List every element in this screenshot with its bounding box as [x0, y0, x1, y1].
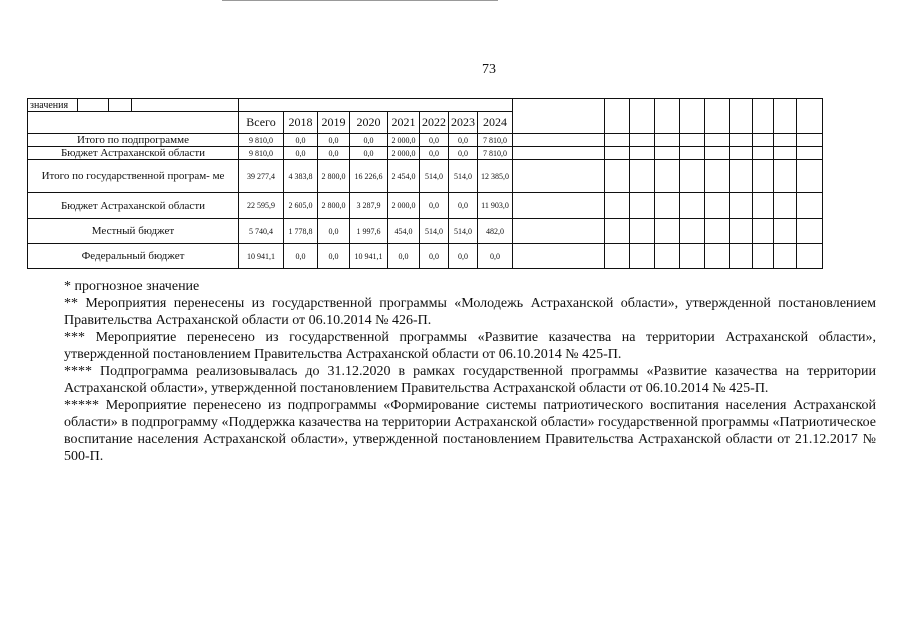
- header-2018: 2018: [284, 112, 318, 134]
- header-2019: 2019: [318, 112, 350, 134]
- empty-cell: [513, 134, 605, 147]
- row-value: 0,0: [318, 134, 350, 147]
- row-value: 2 800,0: [318, 160, 350, 193]
- empty-cell: [513, 147, 605, 160]
- table-row: [28, 244, 823, 269]
- row-label: Бюджет Астраханской области: [28, 193, 239, 219]
- empty-cell: [753, 193, 774, 219]
- footnote-2: ** Мероприятия перенесены из государственной программы «Молодежь Астраханской области», утвержденной постановлением Правительства Астраханской области от 06.10.2014 № 426-П.: [64, 296, 876, 328]
- empty-cell: [774, 160, 797, 193]
- table-row-top: [28, 99, 823, 112]
- empty-cell: [605, 193, 630, 219]
- top-rule: [222, 0, 498, 2]
- row-value: 2 800,0: [318, 193, 350, 219]
- table-row: [28, 219, 823, 244]
- empty-cell: [513, 219, 605, 244]
- row-label: Итого по государственной програм- ме: [28, 160, 239, 193]
- empty-cell: [655, 147, 680, 160]
- row-value: 0,0: [420, 193, 449, 219]
- row-value: 0,0: [350, 134, 388, 147]
- page-number: 73: [482, 62, 496, 77]
- empty-cell: [605, 219, 630, 244]
- row-value: 7 810,0: [478, 147, 513, 160]
- row-value: 0,0: [449, 147, 478, 160]
- empty-cell: [630, 219, 655, 244]
- row-label: Итого по подпрограмме: [28, 134, 239, 147]
- row-value: 0,0: [318, 244, 350, 269]
- empty-cell: [753, 219, 774, 244]
- empty-cell: [655, 134, 680, 147]
- table-row: [28, 160, 823, 193]
- footnote-5: ***** Мероприятие перенесено из подпрограммы «Формирование системы патриотического воспитания населения Астраханской области» в подпрограмму «Поддержка казачества на территории Астраханской области» государственной программы «Патриотическое воспитание населения Астраханской области», утвержденной постановлением Правительства Астраханской области от 21.12.2017 № 500-П.: [64, 398, 876, 464]
- empty-cell: [774, 193, 797, 219]
- empty-cell: [797, 160, 823, 193]
- header-2022: 2022: [420, 112, 449, 134]
- row-value: 22 595,9: [239, 193, 284, 219]
- row-value: 0,0: [420, 244, 449, 269]
- empty-cell: [730, 219, 753, 244]
- row-value: 514,0: [420, 219, 449, 244]
- footnote-3: *** Мероприятие перенесено из государственной программы «Развитие казачества на территории Астраханской области», утвержденной постановлением Правительства Астраханской области от 06.10.2014 № 425-П.: [64, 330, 876, 362]
- header-2024: 2024: [478, 112, 513, 134]
- empty-cell: [730, 147, 753, 160]
- row-value: 2 454,0: [388, 160, 420, 193]
- empty-cell: [605, 160, 630, 193]
- row-value: 0,0: [284, 147, 318, 160]
- empty-cell: [680, 134, 705, 147]
- empty-cell: [797, 219, 823, 244]
- row-value: 0,0: [449, 134, 478, 147]
- row-value: 11 903,0: [478, 193, 513, 219]
- empty-cell: [797, 134, 823, 147]
- row-value: 0,0: [420, 147, 449, 160]
- row-value: 7 810,0: [478, 134, 513, 147]
- row-value: 0,0: [388, 244, 420, 269]
- empty-cell: [730, 134, 753, 147]
- row-value: 0,0: [318, 147, 350, 160]
- empty-cell: [655, 193, 680, 219]
- row-value: 0,0: [478, 244, 513, 269]
- row-value: 0,0: [449, 244, 478, 269]
- empty-cell: [680, 160, 705, 193]
- empty-cell: [630, 147, 655, 160]
- empty-cell: [680, 244, 705, 269]
- row-value: 9 810,0: [239, 134, 284, 147]
- row-value: 10 941,1: [350, 244, 388, 269]
- row-value: 514,0: [420, 160, 449, 193]
- row-value: 0,0: [284, 244, 318, 269]
- header-2021: 2021: [388, 112, 420, 134]
- empty-cell: [797, 193, 823, 219]
- empty-cell: [705, 219, 730, 244]
- empty-cell: [605, 244, 630, 269]
- empty-cell: [774, 134, 797, 147]
- row-value: 0,0: [284, 134, 318, 147]
- row-value: 2 000,0: [388, 134, 420, 147]
- row-value: 454,0: [388, 219, 420, 244]
- row-value: 2 605,0: [284, 193, 318, 219]
- empty-cell: [680, 147, 705, 160]
- empty-cell: [705, 193, 730, 219]
- empty-cell: [753, 160, 774, 193]
- row-label: Местный бюджет: [28, 219, 239, 244]
- row-value: 0,0: [318, 219, 350, 244]
- footnote-1: * прогнозное значение: [64, 279, 200, 294]
- empty-cell: [705, 244, 730, 269]
- row-label: Федеральный бюджет: [28, 244, 239, 269]
- empty-cell: [753, 244, 774, 269]
- row-value: 39 277,4: [239, 160, 284, 193]
- table-row: [28, 134, 823, 147]
- empty-cell: [605, 134, 630, 147]
- empty-cell: [730, 160, 753, 193]
- empty-cell: [630, 160, 655, 193]
- empty-cell: [605, 147, 630, 160]
- empty-cell: [730, 244, 753, 269]
- empty-cell: [730, 193, 753, 219]
- empty-cell: [630, 134, 655, 147]
- empty-cell: [680, 219, 705, 244]
- empty-cell: [513, 193, 605, 219]
- row-value: 9 810,0: [239, 147, 284, 160]
- row-value: 514,0: [449, 219, 478, 244]
- empty-cell: [705, 160, 730, 193]
- row-value: 12 385,0: [478, 160, 513, 193]
- row-value: 4 383,8: [284, 160, 318, 193]
- top-left-label: значения: [28, 99, 78, 112]
- empty-cell: [680, 193, 705, 219]
- row-value: 0,0: [420, 134, 449, 147]
- header-2023: 2023: [449, 112, 478, 134]
- table-row: [28, 147, 823, 160]
- footnotes: [64, 278, 876, 465]
- empty-cell: [705, 147, 730, 160]
- empty-cell: [513, 160, 605, 193]
- table-row: [28, 193, 823, 219]
- empty-cell: [630, 193, 655, 219]
- empty-cell: [774, 219, 797, 244]
- empty-cell: [753, 134, 774, 147]
- row-value: 0,0: [449, 193, 478, 219]
- empty-cell: [774, 244, 797, 269]
- row-value: 514,0: [449, 160, 478, 193]
- empty-cell: [753, 147, 774, 160]
- row-value: 5 740,4: [239, 219, 284, 244]
- header-total: Всего: [239, 112, 284, 134]
- empty-cell: [655, 244, 680, 269]
- row-label: Бюджет Астраханской области: [28, 147, 239, 160]
- empty-cell: [630, 244, 655, 269]
- empty-cell: [655, 219, 680, 244]
- row-value: 2 000,0: [388, 193, 420, 219]
- budget-table: [27, 98, 823, 269]
- empty-cell: [655, 160, 680, 193]
- row-value: 1 997,6: [350, 219, 388, 244]
- empty-cell: [774, 147, 797, 160]
- row-value: 16 226,6: [350, 160, 388, 193]
- row-value: 1 778,8: [284, 219, 318, 244]
- empty-cell: [513, 244, 605, 269]
- row-value: 3 287,9: [350, 193, 388, 219]
- footnote-4: **** Подпрограмма реализовывалась до 31.12.2020 в рамках государственной программы «Развитие казачества на территории Астраханской области», утвержденной постановлением Правительства Астраханской области от 06.10.2014 № 425-П.: [64, 364, 876, 396]
- empty-cell: [797, 244, 823, 269]
- empty-cell: [797, 147, 823, 160]
- row-value: 10 941,1: [239, 244, 284, 269]
- row-value: 0,0: [350, 147, 388, 160]
- header-2020: 2020: [350, 112, 388, 134]
- empty-cell: [705, 134, 730, 147]
- row-value: 2 000,0: [388, 147, 420, 160]
- row-value: 482,0: [478, 219, 513, 244]
